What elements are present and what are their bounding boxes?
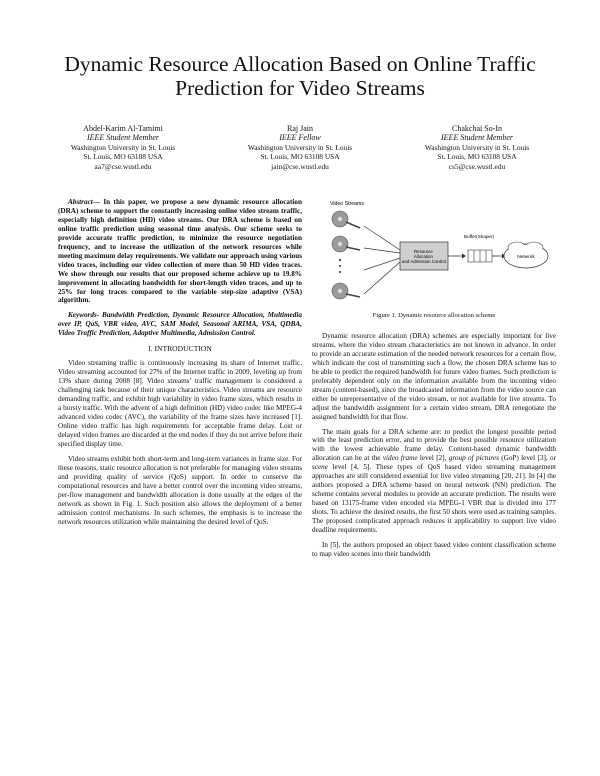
- video-streams-label: Video Streams: [330, 201, 364, 207]
- resource-allocation-label: Resource Allocation and Admission Control: [402, 249, 446, 264]
- body-paragraph: In [5], the authors proposed an object based video content classification scheme to map video scenes into their bandwidth: [312, 540, 556, 558]
- section-heading-introduction: I. INTRODUCTION: [148, 344, 212, 354]
- video-stream-icon: [332, 236, 360, 252]
- author-name: Abdel-Karim Al-Tamimi: [83, 124, 163, 133]
- author-block-3: [392, 124, 562, 171]
- author-affiliation: Washington University in St. Louis: [247, 142, 353, 152]
- buffer-queue: [468, 250, 492, 262]
- text-run: (GoP) level [3], or: [498, 454, 556, 463]
- author-address: St. Louis, MO 63108 USA: [260, 152, 340, 162]
- text-run: level [2],: [417, 454, 449, 463]
- abstract-lead: Abstract: [68, 198, 93, 206]
- italic-term: scene: [312, 463, 328, 472]
- text-run: The main goals for a DRA scheme are: to predict the longest possible period with the least prediction error, and to provide the best possible resource utilization with the lowest achievable frame delay. Content-based dynamic bandwidth allocation can be at the: [312, 427, 556, 463]
- keywords-text: Bandwidth Prediction, Dynamic Resource Allocation, Multimedia over IP, QoS, VBR video, AVC, SAM Model, Seasonal ARIMA, VSA, QDBA, Video Traffic Prediction, Adaptive Multimedia, Admission Control.: [58, 311, 302, 338]
- ellipsis-dots: [339, 259, 341, 273]
- abstract-text: — In this paper, we propose a new dynamic resource allocation (DRA) scheme to support the constantly increasing online video stream traffic, especially high definition (HD) video streams. Our DRA scheme is based on online traffic prediction using seasonal time analysis. Our scheme seeks to provide accurate traffic prediction, to minimize the resource negotiation frequency, and to increase the utilization of the network resources while meeting maximum delay requirements. We validate our approach using various video traces, including our video collection of more than 50 HD video traces. We show through our results that our proposed scheme achieve up to 19.8% improvement in allocating bandwidth for short-length video traces, and up to 25% for long traces compared to the variable step-size adaptive (VSA) algorithm.: [58, 198, 302, 305]
- italic-term: video frame: [382, 454, 418, 463]
- network-label: Network: [517, 255, 535, 260]
- author-role: IEEE Fellow: [279, 133, 321, 143]
- italic-term: group of pictures: [448, 454, 499, 463]
- input-arrows: [364, 226, 400, 294]
- left-column: [58, 198, 302, 532]
- author-email: cs5@cse.wustl.edu: [448, 161, 506, 171]
- keywords-lead: Keywords-: [68, 311, 100, 320]
- figure-1-caption: Figure 1. Dynamic resource allocation scheme: [372, 312, 496, 319]
- buffer-label: Buffer(Shaper): [464, 234, 495, 239]
- body-paragraph: [312, 428, 556, 535]
- author-role: IEEE Student Member: [441, 133, 513, 143]
- author-email: jain@cse.wustl.edu: [271, 161, 329, 171]
- abstract: [58, 198, 302, 305]
- author-block-1: [38, 124, 208, 171]
- author-role: IEEE Student Member: [87, 133, 159, 143]
- figure-1-diagram: [312, 198, 556, 310]
- figure-1: [312, 198, 556, 324]
- author-name: Chakchai So-In: [452, 124, 502, 133]
- author-affiliation: Washington University in St. Louis: [424, 142, 530, 152]
- arrowhead: [462, 254, 466, 259]
- author-affiliation: Washington University in St. Louis: [70, 142, 176, 152]
- author-address: St. Louis, MO 63108 USA: [437, 152, 517, 162]
- intro-paragraph: Video streams exhibit both short-term and long-term variances in frame size. For these reasons, static resource allocation is not preferable for managing video streams and providing quality of service (QoS) support. In order to conserve the computational resources and have a better control over the incoming video streams, per-flow management and bandwidth allocation is done usually at the edges of the network as shown in Fig. 1. Such position also allows the deployment of a better admission control mechanisms. In such schemes, the emphasis is to increase the network resources utilization while maintaining the desired level of QoS.: [58, 454, 302, 526]
- author-address: St. Louis, MO 63108 USA: [83, 152, 163, 162]
- text-run: level [4, 5]. These types of QoS based video streaming management approaches are still considered essential for live video streaming [20, 21]. In [4] the authors proposed a DRA scheme based on neural network (NN) prediction. The scheme contains several modules to provide an accurate prediction. The results were based on 13175-frame video encoded via MPEG-1 VBR that is divided into 177 shots. To achieve the desired results, the first 50 shots were used as training samples. The proposed complicated approach reduces it applicability to support live video deadline requirements.: [312, 463, 556, 535]
- video-stream-icon: [332, 211, 360, 228]
- keywords: [58, 311, 302, 338]
- right-column: [312, 198, 556, 565]
- body-paragraph: Dynamic resource allocation (DRA) schemes are especially important for live streams, where the video stream characteristics are not known in advance. In order to provide an accurate estimation of the needed network resources for a certain flow, which indicate the cost of transmitting such a flow, the chosen DRA scheme has to be able to predict the required bandwidth for future video frames. Such prediction is preferably dependent only on the information available from the incoming video stream (content-based), since the broadcasted information from the video source can either be unrepresentative of the video stream, or not available for live streams. To adjust the bandwidth assignment for a certain video stream, DRA renegotiate the assigned bandwidth for that flow.: [312, 332, 556, 421]
- intro-paragraph: Video streaming traffic is continuously increasing its share of Internet traffic. Video streaming accounted for 27% of the Internet traffic in 2009, leveling up from 13% share during 2008 [8]. Video streams’ traffic management is considered a challenging task because of their unique characteristics. Video streams are resource demanding traffic, and exhibit high variability in video frame sizes, which results in a bursty traffic. With the advent of a high definition (HD) video codec like MPEG-4 advanced video codec (AVC), the variability of the frame sizes have increased [1]. Online video traffic has high requirements for acceptable frame delay. Lost or delayed video frames are discarded at the end nodes if they do not arrive before their specified display time.: [58, 359, 302, 448]
- author-name: Raj Jain: [287, 124, 313, 133]
- author-block-2: [215, 124, 385, 171]
- author-email: aa7@cse.wustl.edu: [94, 161, 152, 171]
- video-stream-icon: [332, 283, 360, 299]
- paper-title: Dynamic Resource Allocation Based on Online Traffic Prediction for Video Streams: [64, 52, 536, 100]
